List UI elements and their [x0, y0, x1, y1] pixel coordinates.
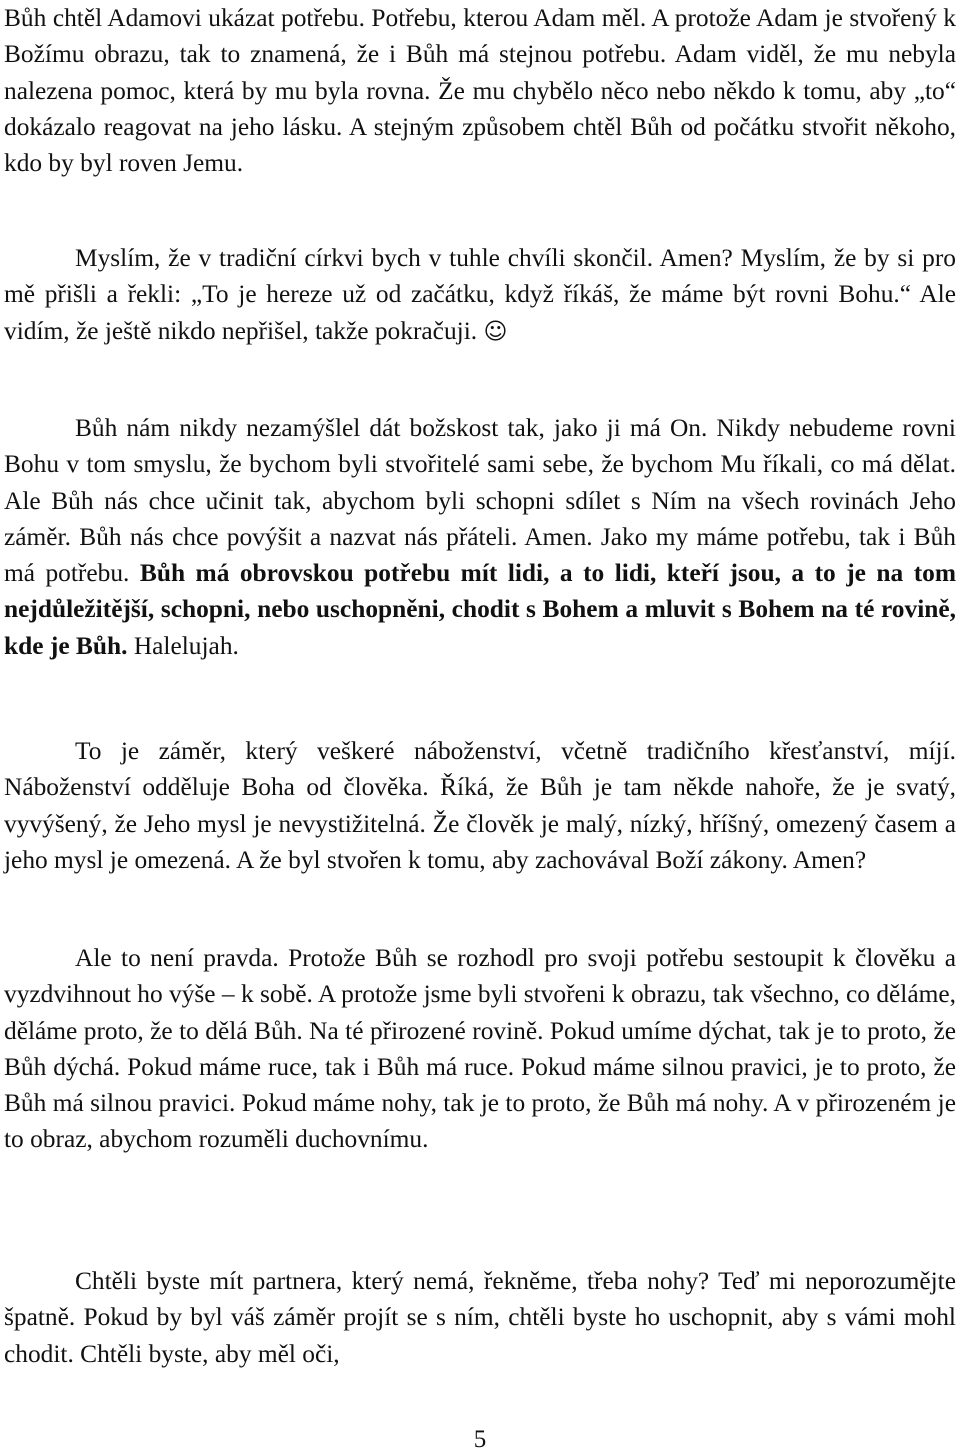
page-number: 5 [473, 1426, 487, 1453]
paragraph-6 [4, 1263, 956, 1372]
paragraph-2-text: Myslím, že v tradiční církvi bych v tuhle chvíli skončil. Amen? Myslím, že by si pro mě přišli a řekli: „To je hereze už od začátku, když říkáš, že máme být rovni Bohu.“ Ale vidím, že ještě nikdo nepřišel, takže pokračuji. [4, 244, 956, 345]
paragraph-4 [4, 733, 956, 878]
paragraph-1-text: Bůh chtěl Adamovi ukázat potřebu. Potřebu, kterou Adam měl. A protože Adam je stvořený k Božímu obrazu, tak to znamená, že i Bůh má stejnou potřebu. Adam viděl, že mu nebyla nalezena pomoc, která by mu byla rovna. Že mu chybělo něco nebo někdo k tomu, aby „to“ dokázalo reagovat na jeho lásku. A stejným způsobem chtěl Bůh od počátku stvořit někoho, kdo by byl roven Jemu. [4, 4, 956, 178]
smiley-icon: ☺ [483, 318, 508, 345]
paragraph-3 [4, 410, 956, 664]
paragraph-3-emphasis: Bůh má obrovskou potřebu mít lidi, a to lidi, kteří jsou, a to je na tom nejdůležitější, schopni, nebo uschopněni, chodit s Bohem a mluvit s Bohem na té rovině, kde je Bůh. [4, 559, 956, 660]
paragraph-5-text: Ale to není pravda. Protože Bůh se rozhodl pro svoji potřebu sestoupit k člověku a vyzdvihnout ho výše – k sobě. A protože jsme byli stvořeni k obrazu, tak všechno, co děláme, děláme proto, že to dělá Bůh. Na té přirozené rovině. Pokud umíme dýchat, tak je to proto, že Bůh dýchá. Pokud máme ruce, tak i Bůh má ruce. Pokud máme silnou pravici, je to proto, že Bůh má silnou pravici. Pokud máme nohy, tak je to proto, že Bůh má nohy. A v přirozeném je to obraz, abychom rozuměli duchovnímu. [4, 944, 956, 1154]
paragraph-6-text: Chtěli byste mít partnera, který nemá, řekněme, třeba nohy? Teď mi neporozumějte špatně. Pokud by byl váš záměr projít se s ním, chtěli byste ho uschopnit, aby s vámi mohl chodit. Chtěli byste, aby měl oči, [4, 1267, 956, 1368]
paragraph-5 [4, 940, 956, 1158]
paragraph-3-text: Bůh nám nikdy nezamýšlel dát božskost tak, jako ji má On. Nikdy nebudeme rovni Bohu v tom smyslu, že bychom byli stvořitelé sami sebe, že bychom Mu říkali, co má dělat. Ale Bůh nás chce učinit tak, abychom byli schopni sdílet s Ním na všech rovinách Jeho záměr. Bůh nás chce povýšit a nazvat nás přáteli. Amen. Jako my máme potřebu, tak i Bůh má potřebu. [4, 414, 956, 588]
paragraph-2 [4, 240, 956, 350]
paragraph-4-text: To je záměr, který veškeré náboženství, včetně tradičního křesťanství, míjí. Náboženství odděluje Boha od člověka. Říká, že Bůh je tam někde nahoře, že je svatý, vyvýšený, že Jeho mysl je nevystižitelná. Že člověk je malý, nízký, hříšný, omezený časem a jeho mysl je omezená. A že byl stvořen k tomu, aby zachovával Boží zákony. Amen? [4, 737, 956, 874]
paragraph-3-closing: Halelujah. [133, 631, 239, 660]
paragraph-1 [4, 0, 956, 181]
